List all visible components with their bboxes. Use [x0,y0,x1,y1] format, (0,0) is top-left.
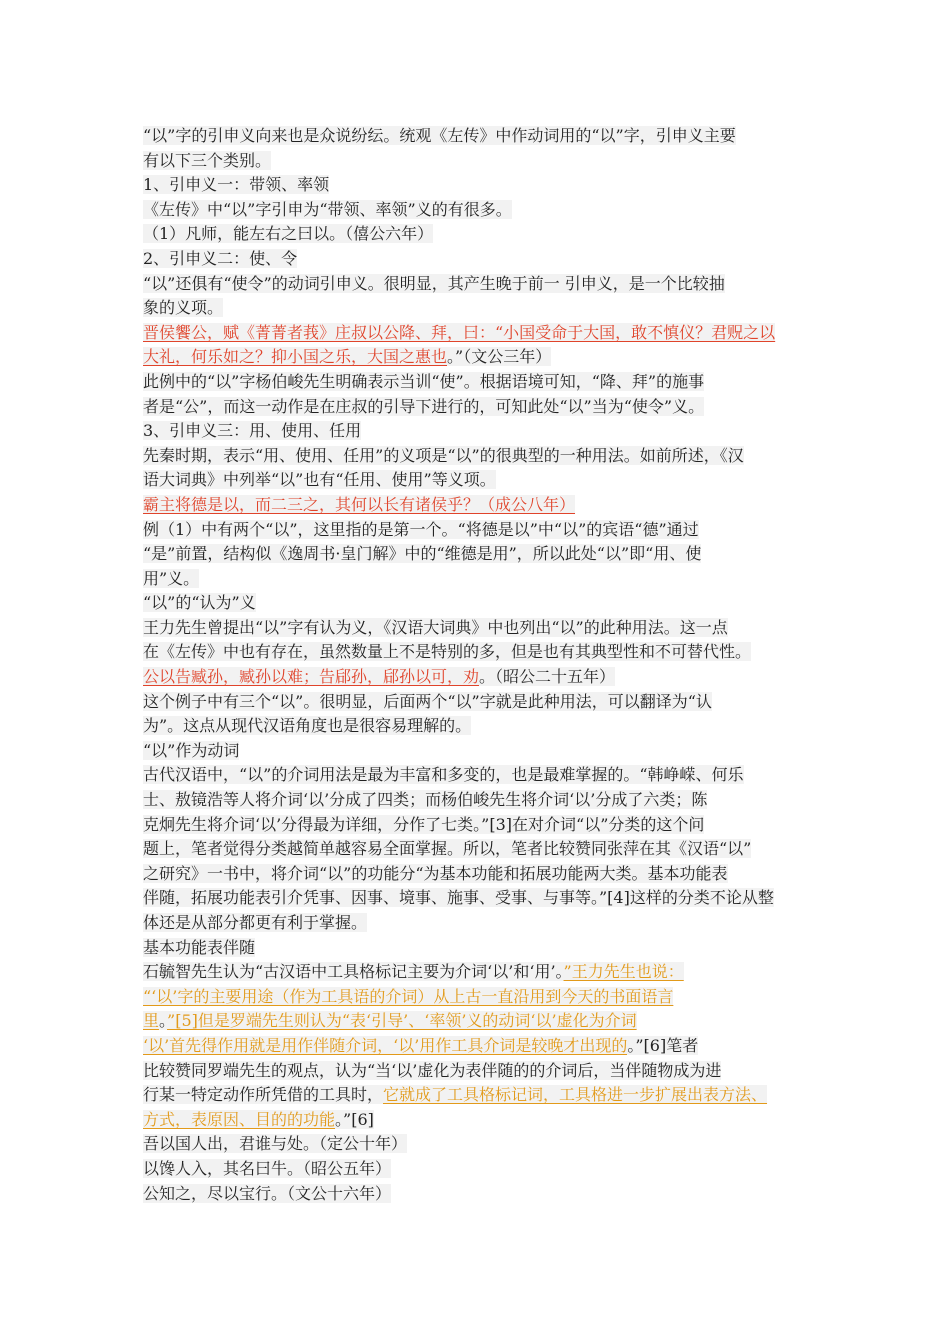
text-line: 象的义项。 [143,298,224,318]
text-line: 古代汉语中，“以”的介词用法是最为丰富和多变的，也是最难掌握的。“韩峥嵘、何乐 [143,765,744,785]
text-line: 在《左传》中也有存在，虽然数量上不是特别的多，但是也有其典型性和不可替代性。 [143,642,752,662]
quote-line-orange: 方式，表原因、目的的功能。”[6] [143,1109,374,1129]
text-line: 为”。这点从现代汉语角度也是很容易理解的。 [143,716,472,736]
text-line: 先秦时期，表示“用、使用、任用”的义项是“以”的很典型的一种用法。如前所述，《汉 [143,445,744,465]
section-heading: “以”的“认为”义 [143,593,256,613]
document-body [143,124,823,1206]
text-line: 伴随，拓展功能表引介凭事、因事、境事、施事、受事、与事等。”[4]这样的分类不论从整 [143,888,774,908]
text-line: “以”还俱有“使令”的动词引申义。很明显，其产生晚于前一 引申义，是一个比较抽 [143,273,725,293]
text-line: “以”字的引申义向来也是众说纷纭。统观《左传》中作动词用的“以”字，引申义主要 [143,126,736,145]
section-heading: 3、引申义三：用、使用、任用 [143,421,362,441]
text-line: 比较赞同罗端先生的观点，认为“当‘以’虚化为表伴随的的介词后，当伴随物成为进 [143,1060,722,1080]
text-line: “是”前置，结构似《逸周书·皇门解》中的“维德是用”，所以此处“以”即“用、使 [143,544,702,564]
text-line: 用”义。 [143,568,200,588]
quote-line-orange: ‘以’首先得作用就是用作伴随介词，‘以’用作工具介词是较晚才出现的。”[6]笔者 [143,1035,699,1055]
text-line: 有以下三个类别。 [143,150,272,170]
section-heading: “以”作为动词 [143,740,240,760]
text-line: 此例中的“以”字杨伯峻先生明确表示当训“使”。根据语境可知，“降、拜”的施事 [143,371,705,391]
text-line: 之研究》一书中，将介词“以”的功能分“为基本功能和拓展功能两大类。基本功能表 [143,863,728,883]
text-line: 《左传》中“以”字引申为“带领、率领”义的有很多。 [143,199,512,219]
quote-line-orange: 行某一特定动作所凭借的工具时，它就成了工具格标记词，工具格进一步扩展出表方法、 [143,1085,768,1105]
text-line: 体还是从部分都更有利于掌握。 [143,913,368,932]
example-line: （1）凡师，能左右之曰以。（僖公六年） [143,224,434,244]
quote-line-orange: 石毓智先生认为“古汉语中工具格标记主要为介词‘以’和‘用’。”王力先生也说： [143,962,684,982]
text-line: 王力先生曾提出“以”字有认为义，《汉语大词典》中也列出“以”的此种用法。这一点 [143,617,728,637]
quote-line-red: 晋侯饗公，赋《菁菁者莪》庄叔以公降、拜，曰：“小国受命于大国，敢不慎仪？君贶之以 [143,322,776,342]
example-line: 吾以国人出，君谁与处。（定公十年） [143,1134,408,1154]
quote-line-orange: 里。”[5]但是罗端先生则认为“表‘引导’、‘率领’义的动词‘以’虚化为介词 [143,1011,637,1031]
text-line: 例（1）中有两个“以”，这里指的是第一个。“将德是以”中“以”的宾语“德”通过 [143,519,699,539]
text-line: 题上，笔者觉得分类越简单越容易全面掌握。所以，笔者比较赞同张萍在其《汉语“以” [143,839,752,859]
example-line: 公知之，尽以宝行。（文公十六年） [143,1183,392,1203]
text-line: 克炯先生将介词‘以’分得最为详细，分作了七类。”[3]在对介词“以”分类的这个问 [143,814,705,834]
text-line: 这个例子中有三个“以”。很明显，后面两个“以”字就是此种用法，可以翻译为“认 [143,691,712,711]
section-heading: 2、引申义二：使、令 [143,248,298,268]
quote-line-red: 公以告臧孙，臧孙以难；告郈孙，郈孙以可，劝。（昭公二十五年） [143,667,616,687]
section-heading: 基本功能表伴随 [143,937,256,957]
quote-line-red: 霸主将德是以，而二三之，其何以长有诸侯乎？（成公八年） [143,494,576,514]
text-line: 者是“公”，而这一动作是在庄叔的引导下进行的，可知此处“以”当为“使令”义。 [143,396,705,416]
section-heading: 1、引申义一：带领、率领 [143,175,330,195]
example-line: 以馋人入，其名曰牛。（昭公五年） [143,1158,392,1178]
quote-line-orange: “‘以’字的主要用途（作为工具语的介词）从上古一直沿用到今天的书面语言 [143,986,674,1006]
text-line: 士、敖镜浩等人将介词‘以’分成了四类；而杨伯峻先生将介词‘以’分成了六类；陈 [143,790,708,810]
quote-line-red: 大礼，何乐如之？抑小国之乐，大国之惠也。”（文公三年） [143,347,552,367]
text-line: 语大词典》中列举“以”也有“任用、使用”等义项。 [143,470,496,490]
